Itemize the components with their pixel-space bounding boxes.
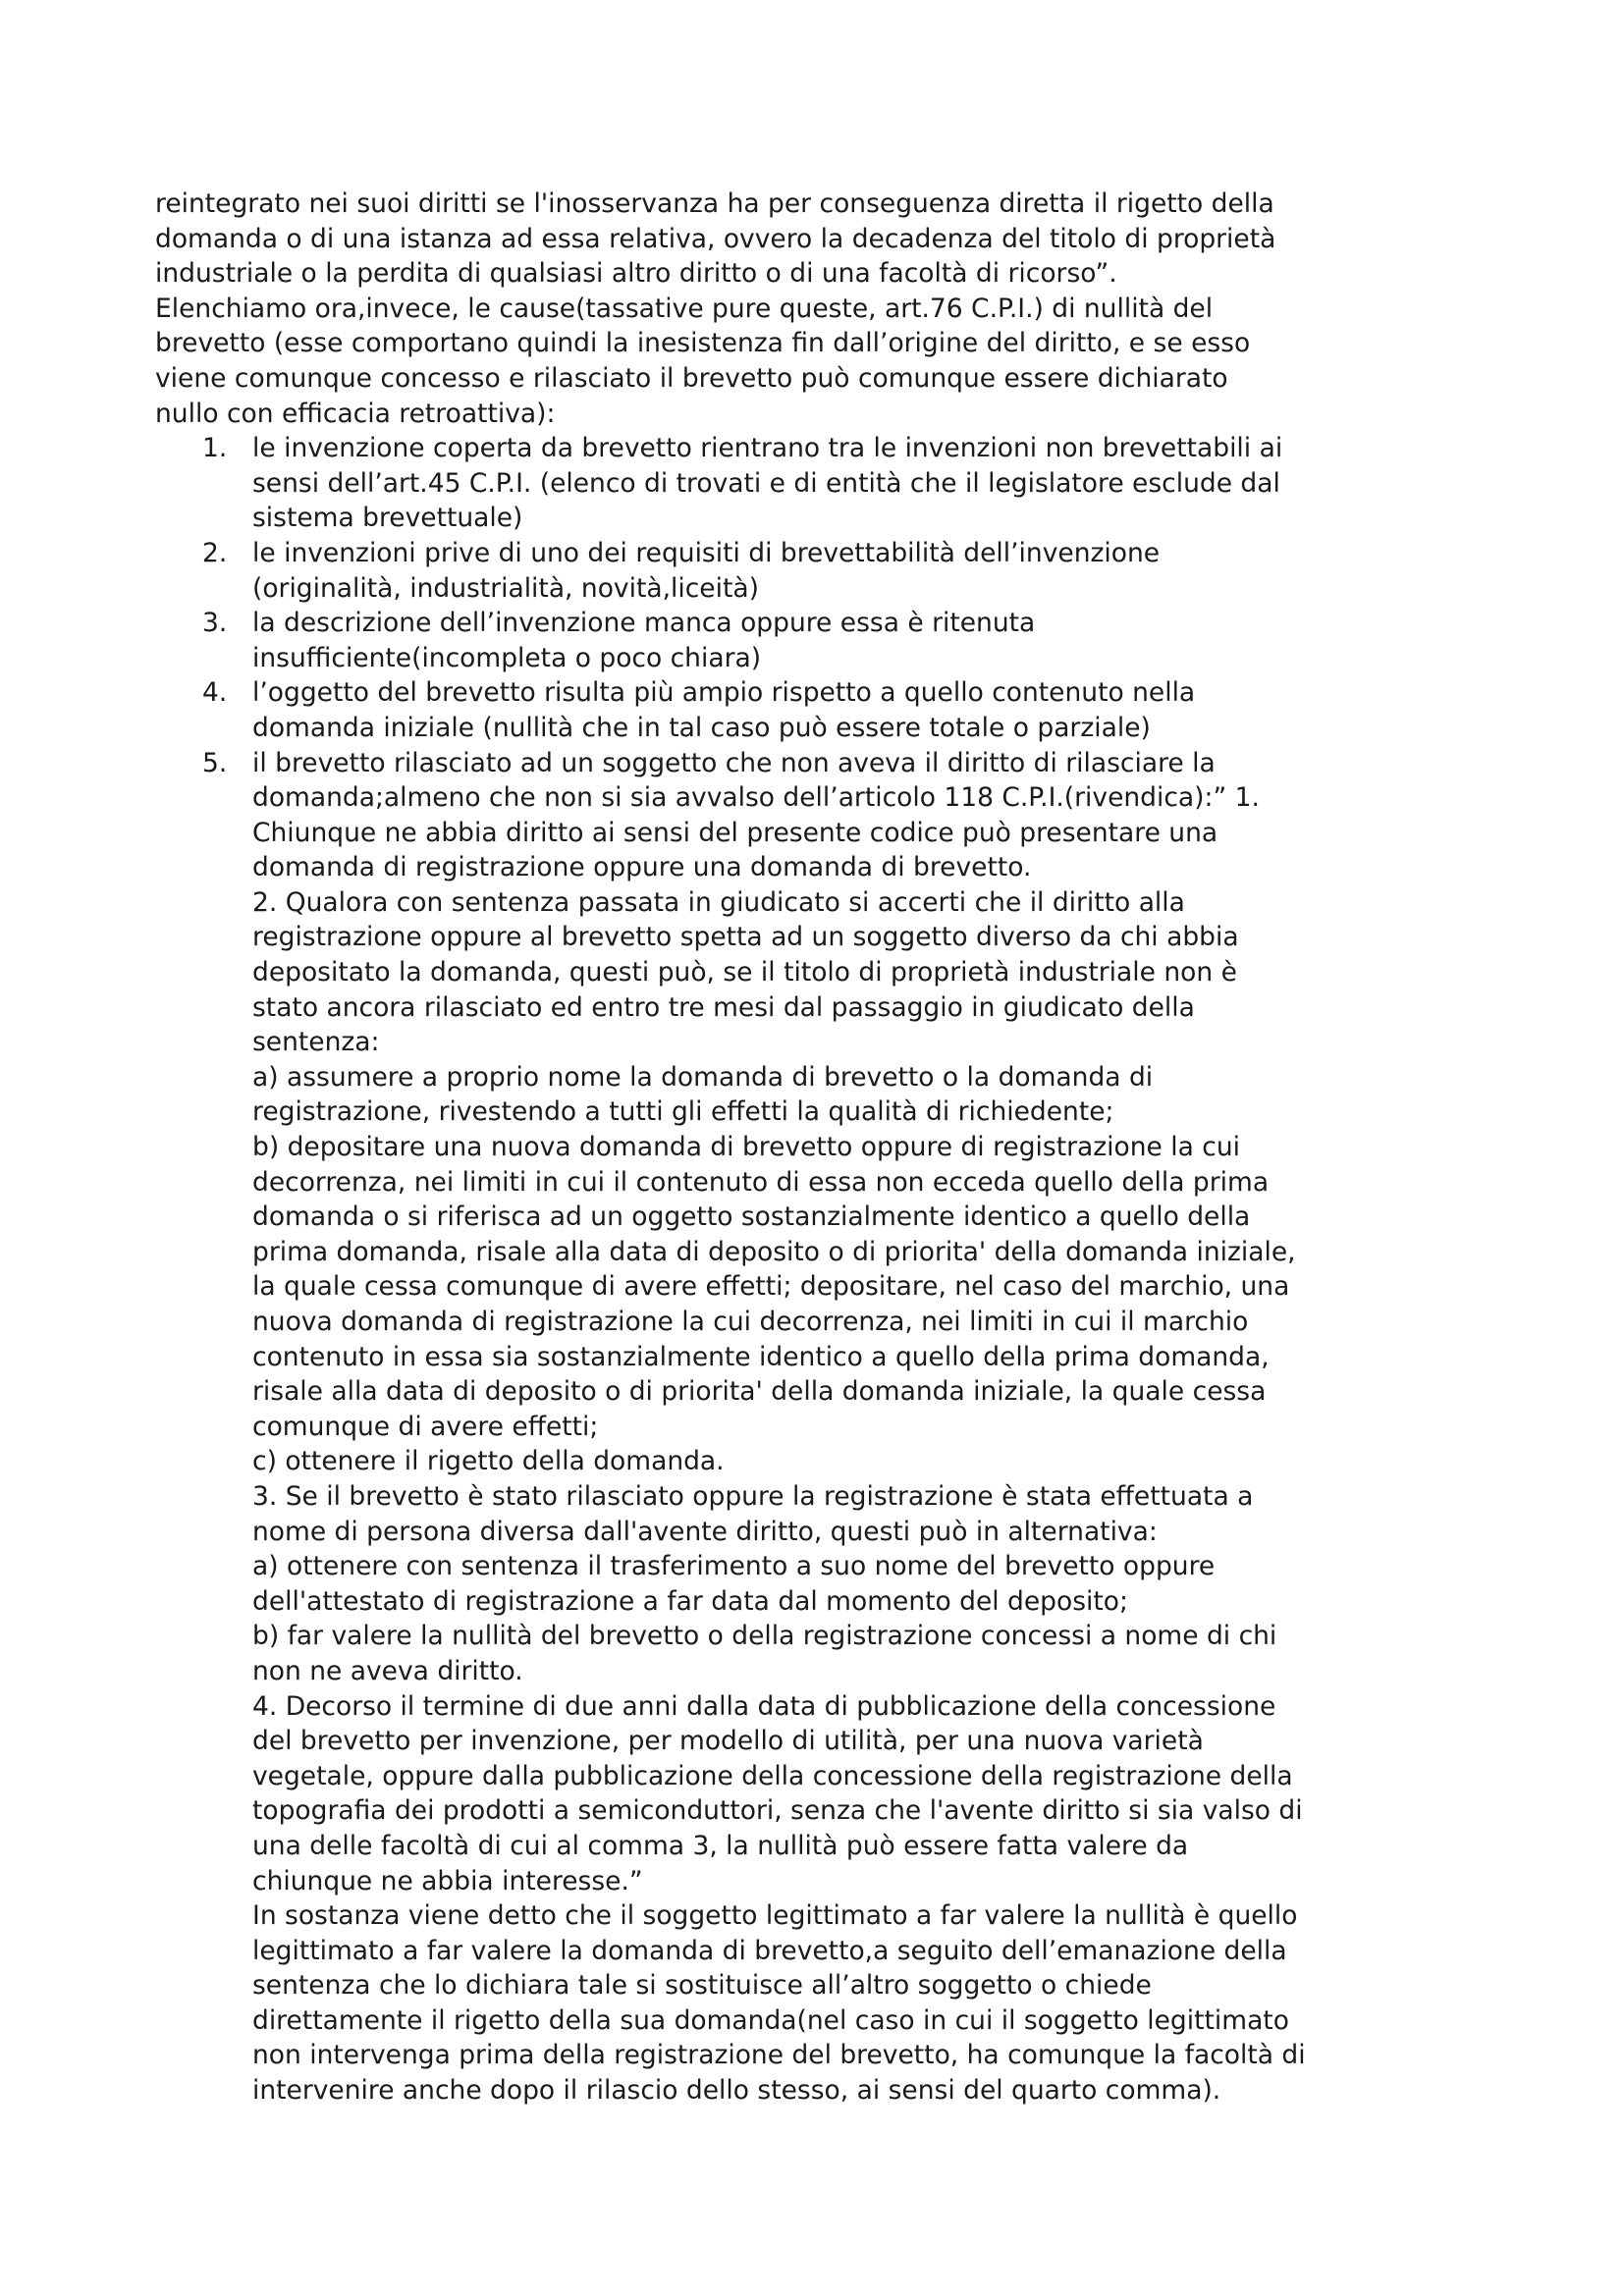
text-line: depositato la domanda, questi può, se il titolo di proprietà industriale non è	[252, 957, 1237, 988]
text-line: registrazione, rivestendo a tutti gli effetti la qualità di richiedente;	[252, 1096, 1114, 1128]
text-line: chiunque ne abbia interesse.”	[252, 1865, 643, 1896]
text-line: domanda;almeno che non si sia avvalso dell’articolo 118 C.P.I.(rivendica):” 1.	[252, 782, 1260, 814]
list-item	[155, 746, 1471, 2109]
text-line: domanda o si riferisca ad un oggetto sostanzialmente identico a quello della	[252, 1201, 1251, 1233]
text-line: domanda di registrazione oppure una domanda di brevetto.	[252, 852, 1032, 883]
list-item-number: 3.	[202, 608, 228, 639]
text-line: la quale cessa comunque di avere effetti; depositare, nel caso del marchio, una	[252, 1271, 1290, 1303]
text-line: domanda o di una istanza ad essa relativa, ovvero la decadenza del titolo di proprietà	[155, 223, 1276, 254]
text-line: sentenza:	[252, 1027, 380, 1058]
text-line: sentenza che lo dichiara tale si sostituisce all’altro soggetto o chiede	[252, 1970, 1152, 2002]
text-line: la descrizione dell’invenzione manca oppure essa è ritenuta	[252, 608, 1036, 639]
text-line: c) ottenere il rigetto della domanda.	[252, 1446, 725, 1477]
text-line: nuova domanda di registrazione la cui decorrenza, nei limiti in cui il marchio	[252, 1307, 1249, 1337]
text-line: a) assumere a proprio nome la domanda di brevetto o la domanda di	[252, 1061, 1154, 1093]
text-line: del brevetto per invenzione, per modello di utilità, per una nuova varietà	[252, 1726, 1204, 1757]
intro-paragraph	[155, 187, 1471, 431]
text-line: legittimato a far valere la domanda di brevetto,a seguito dell’emanazione della	[252, 1935, 1287, 1966]
list-item	[155, 675, 1471, 745]
text-line: In sostanza viene detto che il soggetto legittimato a far valere la nullità è quello	[252, 1900, 1298, 1932]
text-line: prima domanda, risale alla data di deposito o di priorita' della domanda iniziale,	[252, 1236, 1296, 1267]
list-item	[155, 606, 1471, 675]
text-line: decorrenza, nei limiti in cui il contenuto di essa non ecceda quello della prima	[252, 1166, 1270, 1198]
list-item-number: 1.	[202, 433, 228, 464]
nullity-causes-list	[155, 431, 1471, 2109]
text-line: nome di persona diversa dall'avente diritto, questi può in alternativa:	[252, 1516, 1158, 1547]
text-line: vegetale, oppure dalla pubblicazione della concessione della registrazione della	[252, 1760, 1293, 1791]
text-line: intervenire anche dopo il rilascio dello stesso, ai sensi del quarto comma).	[252, 2075, 1221, 2107]
text-line: non intervenga prima della registrazione del brevetto, ha comunque la facoltà di	[252, 2040, 1306, 2071]
list-item	[155, 536, 1471, 606]
list-item-number: 4.	[202, 677, 228, 709]
text-line: contenuto in essa sia sostanzialmente identico a quello della prima domanda,	[252, 1341, 1270, 1372]
text-line: una delle facoltà di cui al comma 3, la nullità può essere fatta valere da	[252, 1830, 1189, 1861]
text-line: 2. Qualora con sentenza passata in giudicato si accerti che il diritto alla	[252, 886, 1185, 918]
text-line: dell'attestato di registrazione a far data dal momento del deposito;	[252, 1585, 1128, 1617]
text-line: Elenchiamo ora,invece, le cause(tassative pure queste, art.76 C.P.I.) di nullità del	[155, 293, 1214, 324]
list-item-number: 2.	[202, 537, 228, 568]
list-item-number: 5.	[202, 747, 228, 778]
text-line: stato ancora rilasciato ed entro tre mesi dal passaggio in giudicato della	[252, 991, 1195, 1023]
text-line: direttamente il rigetto della sua domanda(nel caso in cui il soggetto legittimato	[252, 2004, 1289, 2036]
text-line: domanda iniziale (nullità che in tal caso può essere totale o parziale)	[252, 712, 1151, 743]
text-line: 4. Decorso il termine di due anni dalla data di pubblicazione della concessione	[252, 1690, 1276, 1722]
text-line: l’oggetto del brevetto risulta più ampio rispetto a quello contenuto nella	[252, 677, 1196, 709]
text-line: industriale o la perdita di qualsiasi altro diritto o di una facoltà di ricorso”.	[155, 258, 1117, 290]
text-line: risale alla data di deposito o di priorita' della domanda iniziale, la quale cessa	[252, 1376, 1267, 1408]
text-line: registrazione oppure al brevetto spetta ad un soggetto diverso da chi abbia	[252, 922, 1239, 953]
document-page	[155, 187, 1471, 2109]
text-line: le invenzione coperta da brevetto rientrano tra le invenzioni non brevettabili ai	[252, 433, 1283, 464]
text-line: sensi dell’art.45 C.P.I. (elenco di trovati e di entità che il legislatore esclude dal	[252, 467, 1280, 499]
text-line: brevetto (esse comportano quindi la inesistenza fin dall’origine del diritto, e se esso	[155, 328, 1251, 359]
text-line: reintegrato nei suoi diritti se l'inosservanza ha per conseguenza diretta il rigetto della	[155, 188, 1274, 219]
text-line: b) depositare una nuova domanda di brevetto oppure di registrazione la cui	[252, 1132, 1240, 1163]
text-line: le invenzioni prive di uno dei requisiti di brevettabilità dell’invenzione	[252, 537, 1161, 568]
text-line: Chiunque ne abbia diritto ai sensi del presente codice può presentare una	[252, 817, 1218, 848]
text-line: insufficiente(incompleta o poco chiara)	[252, 642, 762, 673]
text-line: a) ottenere con sentenza il trasferimento a suo nome del brevetto oppure	[252, 1551, 1216, 1582]
text-line: nullo con efficacia retroattiva):	[155, 398, 556, 429]
text-line: viene comunque concesso e rilasciato il brevetto può comunque essere dichiarato	[155, 362, 1228, 394]
list-item	[155, 431, 1471, 536]
text-line: il brevetto rilasciato ad un soggetto che non aveva il diritto di rilasciare la	[252, 747, 1216, 778]
text-line: topografia dei prodotti a semiconduttori, senza che l'avente diritto si sia valso di	[252, 1795, 1303, 1827]
text-line: b) far valere la nullità del brevetto o della registrazione concessi a nome di chi	[252, 1621, 1277, 1652]
text-line: sistema brevettuale)	[252, 503, 523, 534]
text-line: 3. Se il brevetto è stato rilasciato oppure la registrazione è stata effettuata a	[252, 1480, 1254, 1512]
text-line: comunque di avere effetti;	[252, 1411, 599, 1442]
text-line: non ne aveva diritto.	[252, 1655, 523, 1686]
text-line: (originalità, industrialità, novità,liceità)	[252, 572, 759, 604]
